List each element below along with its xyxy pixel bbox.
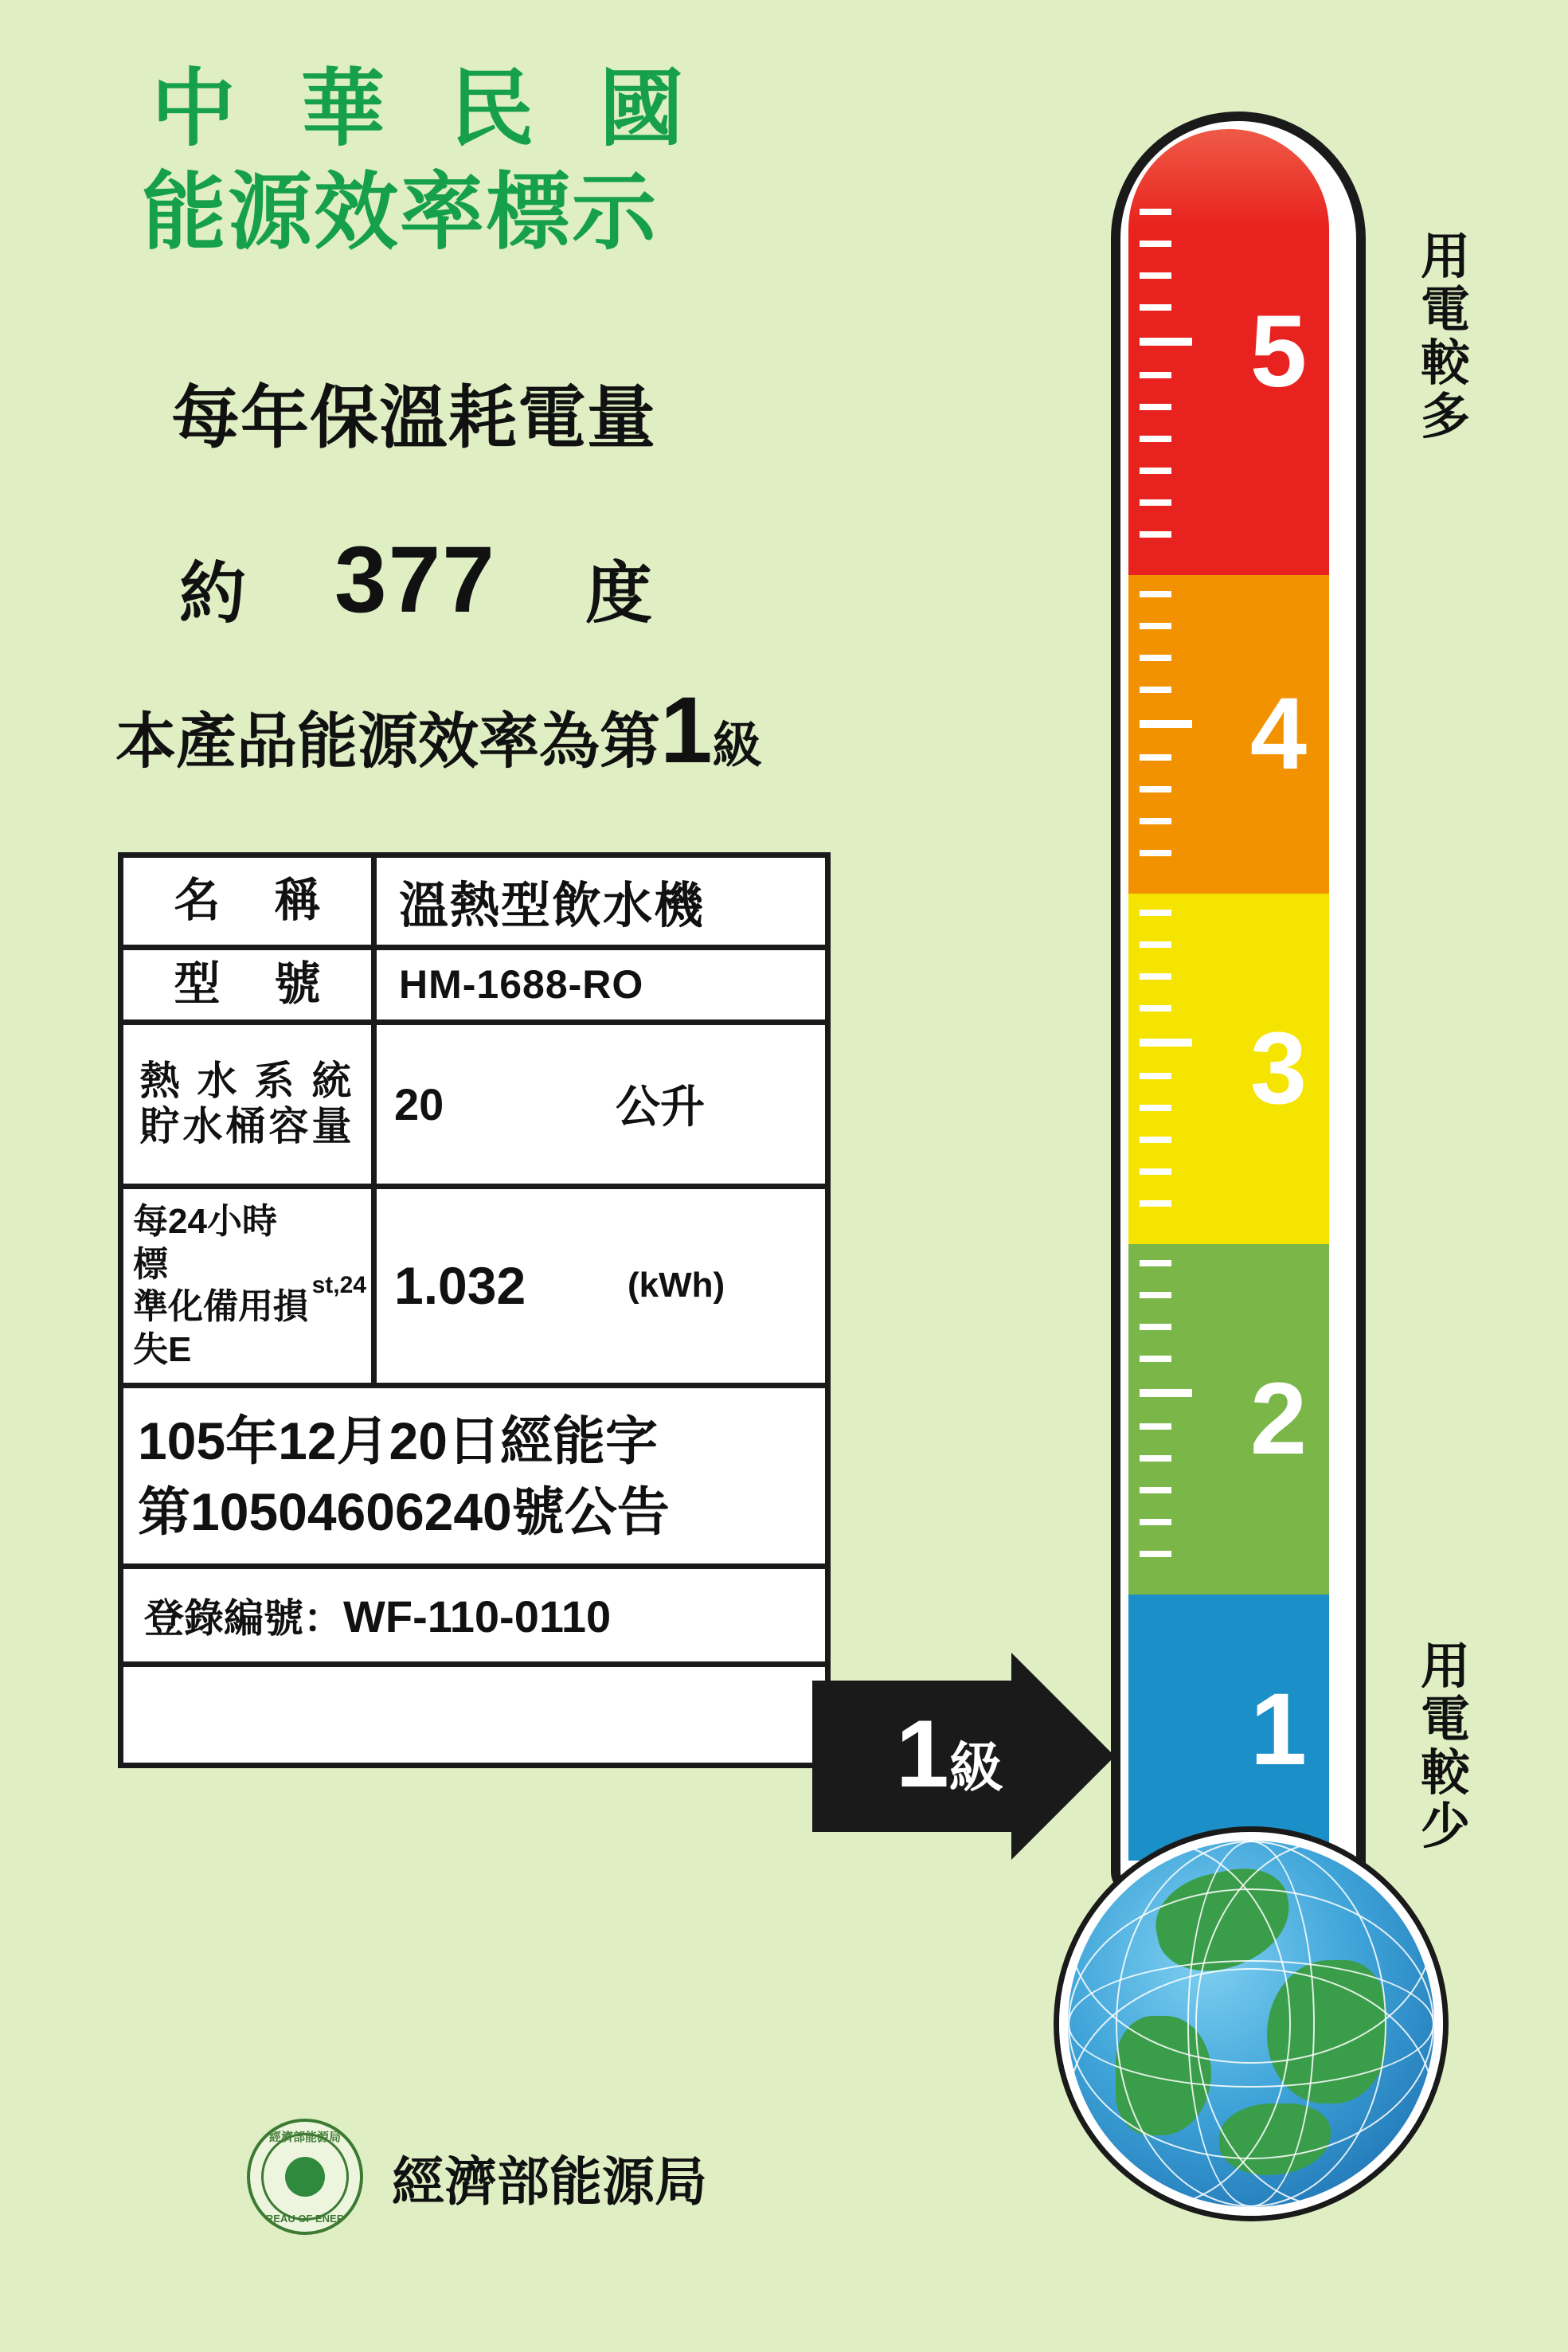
spec-table: [118, 852, 831, 1768]
grade-arrow-suffix: 級: [948, 1738, 1003, 1798]
efficiency-scale-thermometer: [1111, 112, 1366, 1927]
annual-consumption-row: [179, 526, 840, 632]
registration-label: 登錄編號：: [144, 1595, 343, 1641]
scale-band-1: [1128, 1595, 1329, 1861]
table-row: [123, 858, 825, 950]
table-row: [123, 1189, 825, 1388]
grade-sentence-prefix: 本產品能源效率為第: [115, 708, 660, 776]
table-row: [123, 1025, 825, 1189]
consumption-value: 377: [334, 527, 496, 632]
page-title-line1: 中 華 民 國: [151, 62, 705, 156]
scale-band-3: [1128, 894, 1329, 1244]
spec-value-model: HM-1688-RO: [399, 962, 644, 1008]
spec-unit-tank: 公升: [616, 1082, 705, 1133]
scale-number-3: 3: [1249, 1012, 1307, 1125]
scale-ticks-2: [1140, 1244, 1192, 1595]
bureau-of-energy-seal-icon: [247, 2119, 363, 2235]
seal-top-text: 經濟部能源局: [268, 2131, 341, 2144]
scale-ticks-4: [1140, 575, 1192, 894]
grade-sentence-suffix: 級: [712, 718, 762, 773]
seal-core: [285, 2157, 325, 2197]
grade-arrow-number: 1: [896, 1700, 949, 1807]
spec-value-standby-wrap: [377, 1189, 825, 1383]
grade-sentence-number: 1: [660, 678, 713, 783]
grade-arrow: [812, 1653, 1115, 1860]
footer: [247, 2119, 707, 2235]
spec-value-name: 溫熱型飲水機: [399, 879, 706, 933]
scale-band-5: [1128, 129, 1329, 575]
registration-value: WF-110-0110: [343, 1591, 612, 1642]
seal-bottom-text: BUREAU OF ENERGY: [251, 2213, 359, 2225]
table-row: [123, 950, 825, 1025]
spec-label-tank: 熱 水 系 統 貯水桶容量: [123, 1025, 377, 1184]
spec-value-standby-loss: 1.032: [394, 1256, 526, 1316]
thermometer-bands: [1128, 129, 1329, 1861]
scale-number-1: 1: [1249, 1673, 1307, 1787]
spec-label-standby-loss: 每24小時標 準化備用損 失E st,24: [123, 1189, 377, 1383]
scale-ticks-5: [1140, 129, 1192, 575]
globe-icon: [1059, 1832, 1443, 2216]
announcement-line1: 105年12月20日經能字: [138, 1411, 658, 1470]
scale-number-4: 4: [1249, 677, 1307, 791]
announcement-line2: 第10504606240號公告: [138, 1481, 670, 1541]
consumption-unit: 度: [585, 556, 653, 631]
spec-value-tank-wrap: [377, 1025, 825, 1184]
consumption-prefix: 約: [179, 556, 247, 631]
page-title-line3: 每年保溫耗電量: [171, 380, 656, 456]
grade-sentence: [115, 678, 762, 783]
scale-low-label: 用 電 較 少: [1420, 1639, 1470, 1854]
blank-row: [123, 1667, 825, 1763]
registration-row: [123, 1569, 825, 1667]
grade-arrow-text: [896, 1699, 1003, 1809]
spec-unit-standby-loss: (kWh): [628, 1266, 725, 1305]
spec-label-model: 型 號: [123, 950, 377, 1019]
scale-band-4: [1128, 575, 1329, 894]
spec-label-name: 名 稱: [123, 858, 377, 945]
issuing-authority: 經濟部能源局: [392, 2151, 707, 2211]
announcement-notice: [123, 1388, 825, 1569]
scale-band-2: [1128, 1244, 1329, 1595]
page-title-line2: 能源效率標示: [142, 166, 658, 260]
scale-number-5: 5: [1249, 295, 1307, 409]
spec-value-tank: 20: [394, 1078, 444, 1129]
scale-high-label: 用 電 較 多: [1420, 229, 1470, 444]
scale-ticks-3: [1140, 894, 1192, 1244]
scale-number-2: 2: [1249, 1362, 1307, 1476]
